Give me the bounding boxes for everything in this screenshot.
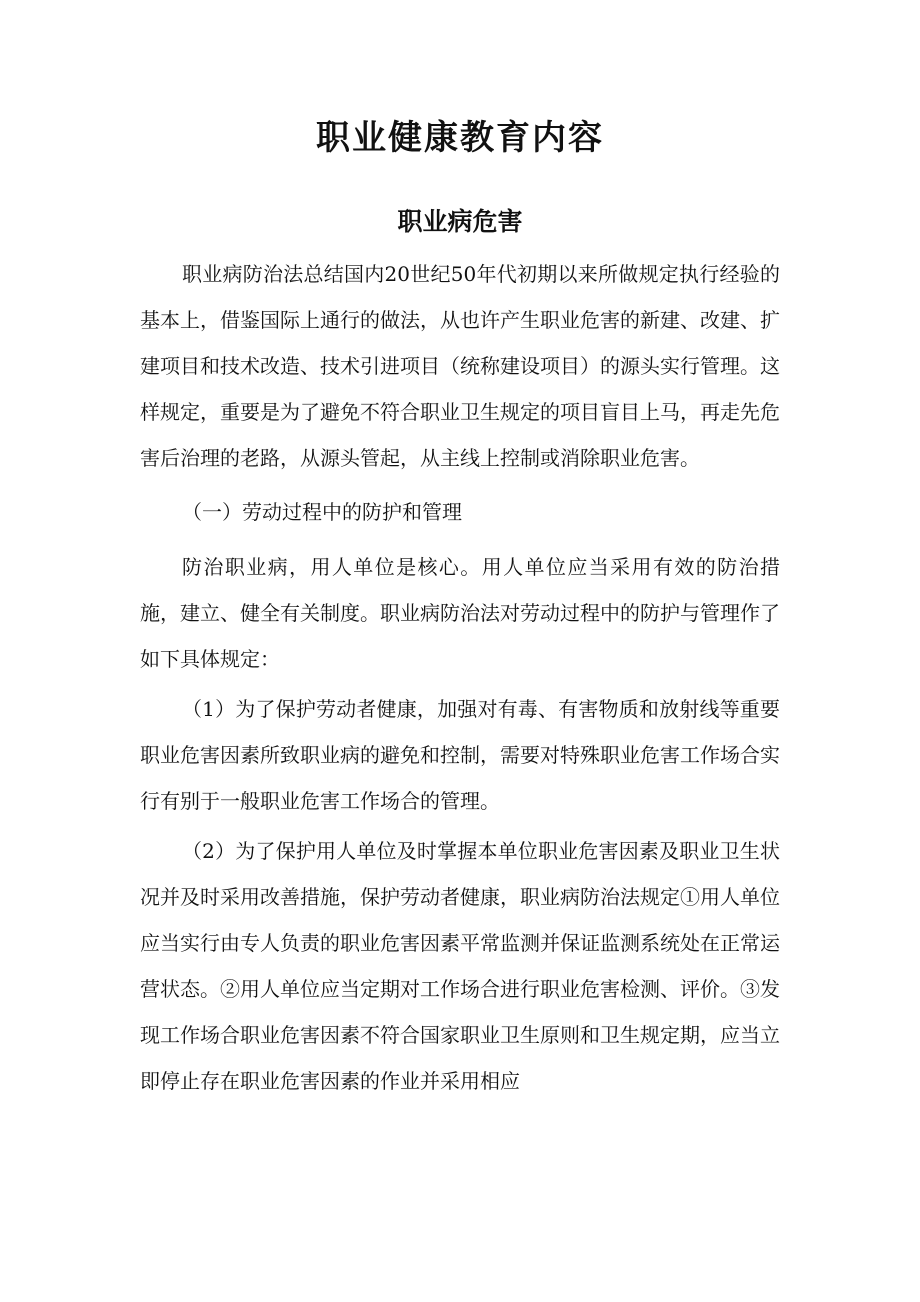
item-1-paragraph: （1）为了保护劳动者健康，加强对有毒、有害物质和放射线等重要职业危害因素所致职业病的避免和控制，需要对特殊职业危害工作场合实行有别于一般职业危害工作场合的管理。 <box>140 697 780 813</box>
document-title: 职业健康教育内容 <box>316 118 604 158</box>
subsection-heading: （一）劳动过程中的防护和管理 <box>182 500 462 524</box>
core-paragraph: 防治职业病，用人单位是核心。用人单位应当采用有效的防治措施，建立、健全有关制度。职业病防治法对劳动过程中的防护与管理作了如下具体规定： <box>140 555 780 671</box>
intro-paragraph: 职业病防治法总结国内20世纪50年代初期以来所做规定执行经验的基本上，借鉴国际上通行的做法，从也许产生职业危害的新建、改建、扩建项目和技术改造、技术引进项目（统称建设项目）的源头实行管理。这样规定，重要是为了避免不符合职业卫生规定的项目盲目上马，再走先危害后治理的老路，从源头管起，从主线上控制或消除职业危害。 <box>140 262 780 470</box>
section-title: 职业病危害 <box>397 207 523 236</box>
item-2-paragraph: （2）为了保护用人单位及时掌握本单位职业危害因素及职业卫生状况并及时采用改善措施，保护劳动者健康，职业病防治法规定①用人单位应当实行由专人负责的职业危害因素平常监测并保证监测系统处在正常运营状态。②用人单位应当定期对工作场合进行职业危害检测、评价。③发现工作场合职业危害因素不符合国家职业卫生原则和卫生规定期，应当立即停止存在职业危害因素的作业并采用相应 <box>140 839 780 1093</box>
